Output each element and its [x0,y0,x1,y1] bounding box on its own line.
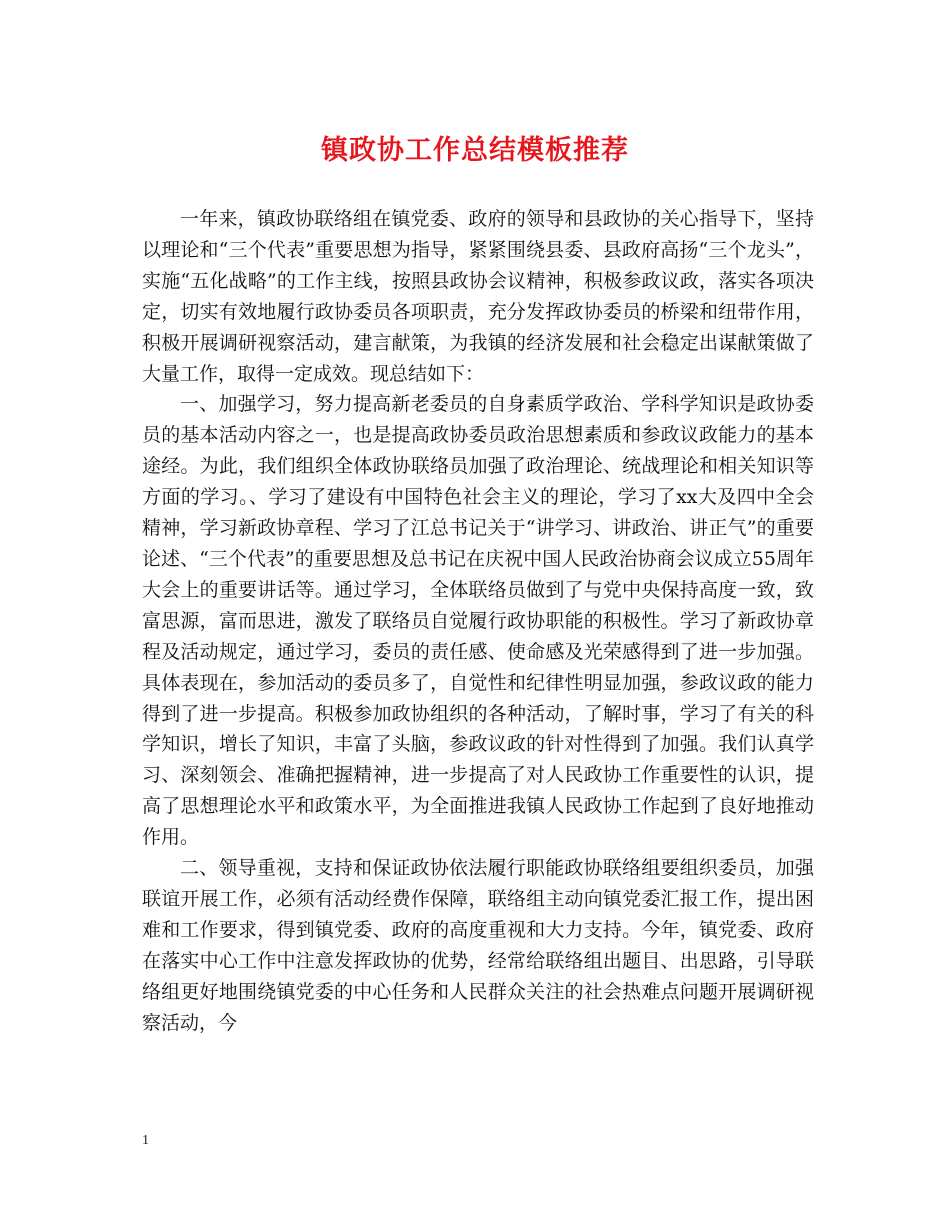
document-title: 镇政协工作总结模板推荐 [321,135,629,166]
paragraph-leadership: 二、领导重视，支持和保证政协依法履行职能政协联络组要组织委员，加强联谊开展工作，必须有活动经费作保障，联络组主动向镇党委汇报工作，提出困难和工作要求，得到镇党委、政府的高度重视和大力支持。今年，镇党委、政府在落实中心工作中注意发挥政协的优势，经常给联络组出题目、出思路，引导联络组更好地围绕镇党委的中心任务和人民群众关注的社会热难点问题开展调研视察活动，今 [142,857,814,1034]
paragraph-intro: 一年来，镇政协联络组在镇党委、政府的领导和县政协的关心指导下，坚持以理论和“三个代表”重要思想为指导，紧紧围绕县委、县政府高扬“三个龙头”，实施“五化战略”的工作主线，按照县政协会议精神，积极参政议政，落实各项决定，切实有效地履行政协委员各项职责，充分发挥政协委员的桥梁和纽带作用，积极开展调研视察活动，建言献策，为我镇的经济发展和社会稳定出谋献策做了大量工作，取得一定成效。现总结如下： [142,208,814,385]
document-body [142,204,814,1038]
page-number: 1 [142,1133,149,1148]
paragraph-study: 一、加强学习，努力提高新老委员的自身素质学政治、学科学知识是政协委员的基本活动内容之一，也是提高政协委员政治思想素质和参政议政能力的基本途经。为此，我们组织全体政协联络员加强了政治理论、统战理论和相关知识等方面的学习。、学习了建设有中国特色社会主义的理论，学习了xx大及四中全会精神，学习新政协章程、学习了江总书记关于“讲学习、讲政治、讲正气”的重要论述、“三个代表”的重要思想及总书记在庆祝中国人民政治协商会议成立55周年大会上的重要讲话等。通过学习，全体联络员做到了与党中央保持高度一致，致富思源，富而思进，激发了联络员自觉履行政协职能的积极性。学习了新政协章程及活动规定，通过学习，委员的责任感、使命感及光荣感得到了进一步加强。具体表现在，参加活动的委员多了，自觉性和纪律性明显加强，参政议政的能力得到了进一步提高。积极参加政协组织的各种活动，了解时事，学习了有关的科学知识，增长了知识，丰富了头脑，参政议政的针对性得到了加强。我们认真学习、深刻领会、准确把握精神，进一步提高了对人民政协工作重要性的认识，提高了思想理论水平和政策水平，为全面推进我镇人民政协工作起到了良好地推动作用。 [142,393,814,849]
